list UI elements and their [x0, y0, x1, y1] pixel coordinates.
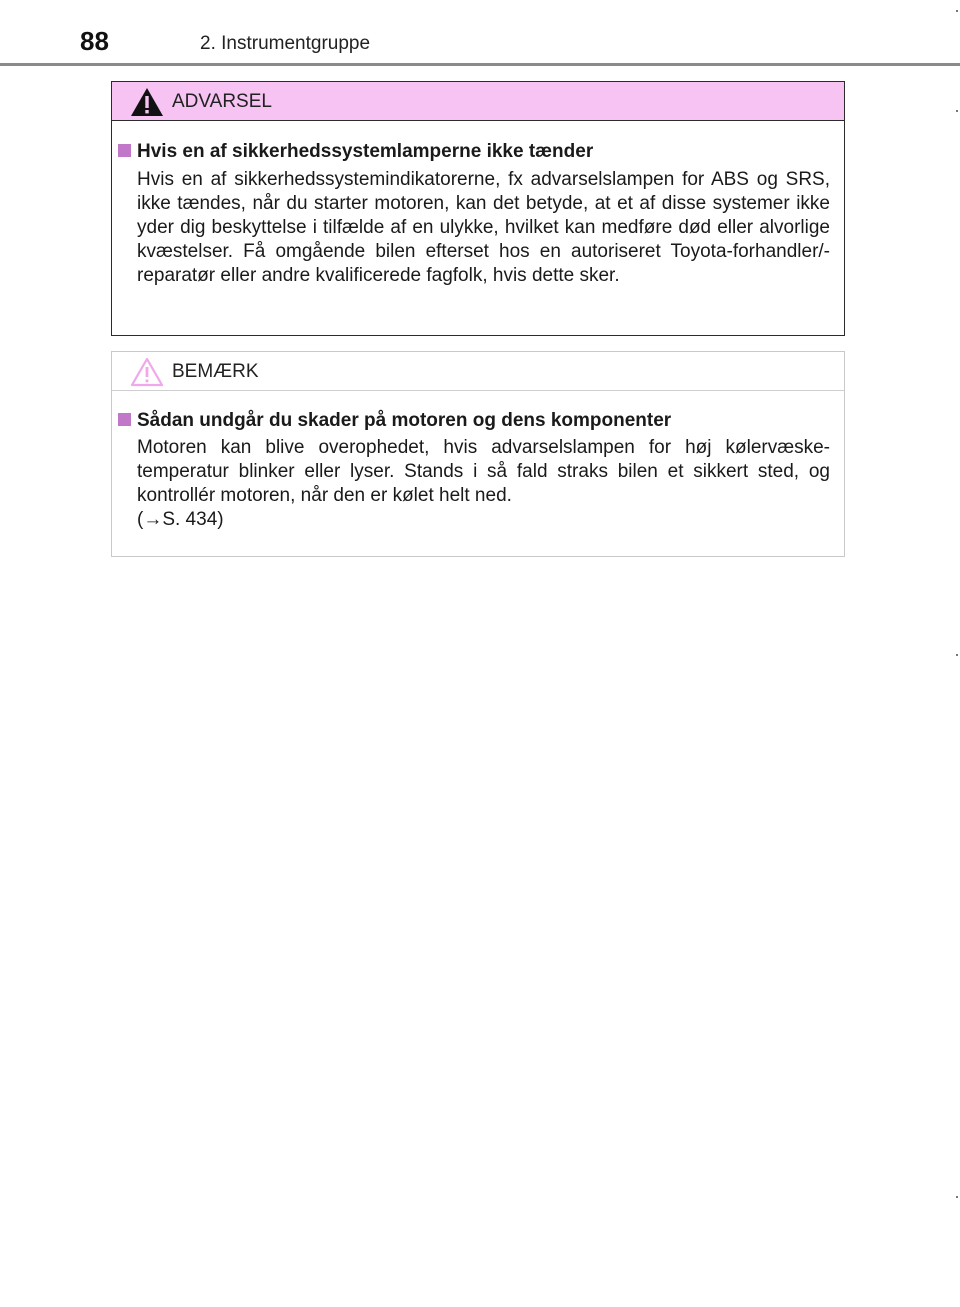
margin-tick	[956, 654, 958, 656]
header-rule	[0, 63, 960, 66]
warning-label: ADVARSEL	[172, 91, 272, 112]
warning-box	[111, 81, 845, 336]
notice-item-title	[112, 410, 671, 432]
warning-item-body: Hvis en af sikkerhedssystemindikatorerne, fx advarselslampen for ABS og SRS, ikke tændes, når du starter motoren, kan det betyde, at et af disse systemer ikke yder dig beskyttelse i tilfælde af en ulykke, hvilket kan medføre død eller alvorlige kvæstelser. Få omgående bilen efterset hos en autoriseret Toyota-forhandler/-reparatør eller andre kvalificerede fagfolk, hvis dette sker.	[137, 169, 830, 286]
warning-triangle-icon	[130, 87, 164, 117]
margin-tick	[956, 10, 958, 12]
warning-item-title	[112, 141, 593, 163]
square-bullet-icon	[118, 413, 131, 426]
warning-item-title-text: Hvis en af sikkerhedssystemlamperne ikke tænder	[137, 141, 594, 162]
page-reference-link[interactable]: (→S. 434)	[137, 509, 224, 530]
notice-label: BEMÆRK	[172, 361, 259, 382]
notice-item-text: Motoren kan blive overophedet, hvis advarselslampen for høj kølervæske-temperatur blinker eller lyser. Stands i så fald straks bilen et sikkert sted, og kontrollér motoren, når den er kølet helt ned.	[137, 437, 830, 506]
margin-tick	[956, 110, 958, 112]
notice-box-header	[112, 352, 844, 391]
notice-item-body	[137, 436, 830, 532]
warning-box-header	[112, 82, 844, 121]
square-bullet-icon	[118, 144, 131, 157]
notice-box	[111, 351, 845, 557]
section-title: 2. Instrumentgruppe	[200, 33, 371, 54]
page-header	[0, 0, 960, 66]
page-number: 88	[80, 26, 109, 56]
notice-item-title-text: Sådan undgår du skader på motoren og dens komponenter	[137, 410, 672, 431]
caution-triangle-outline-icon	[130, 357, 164, 387]
margin-tick	[956, 1196, 958, 1198]
